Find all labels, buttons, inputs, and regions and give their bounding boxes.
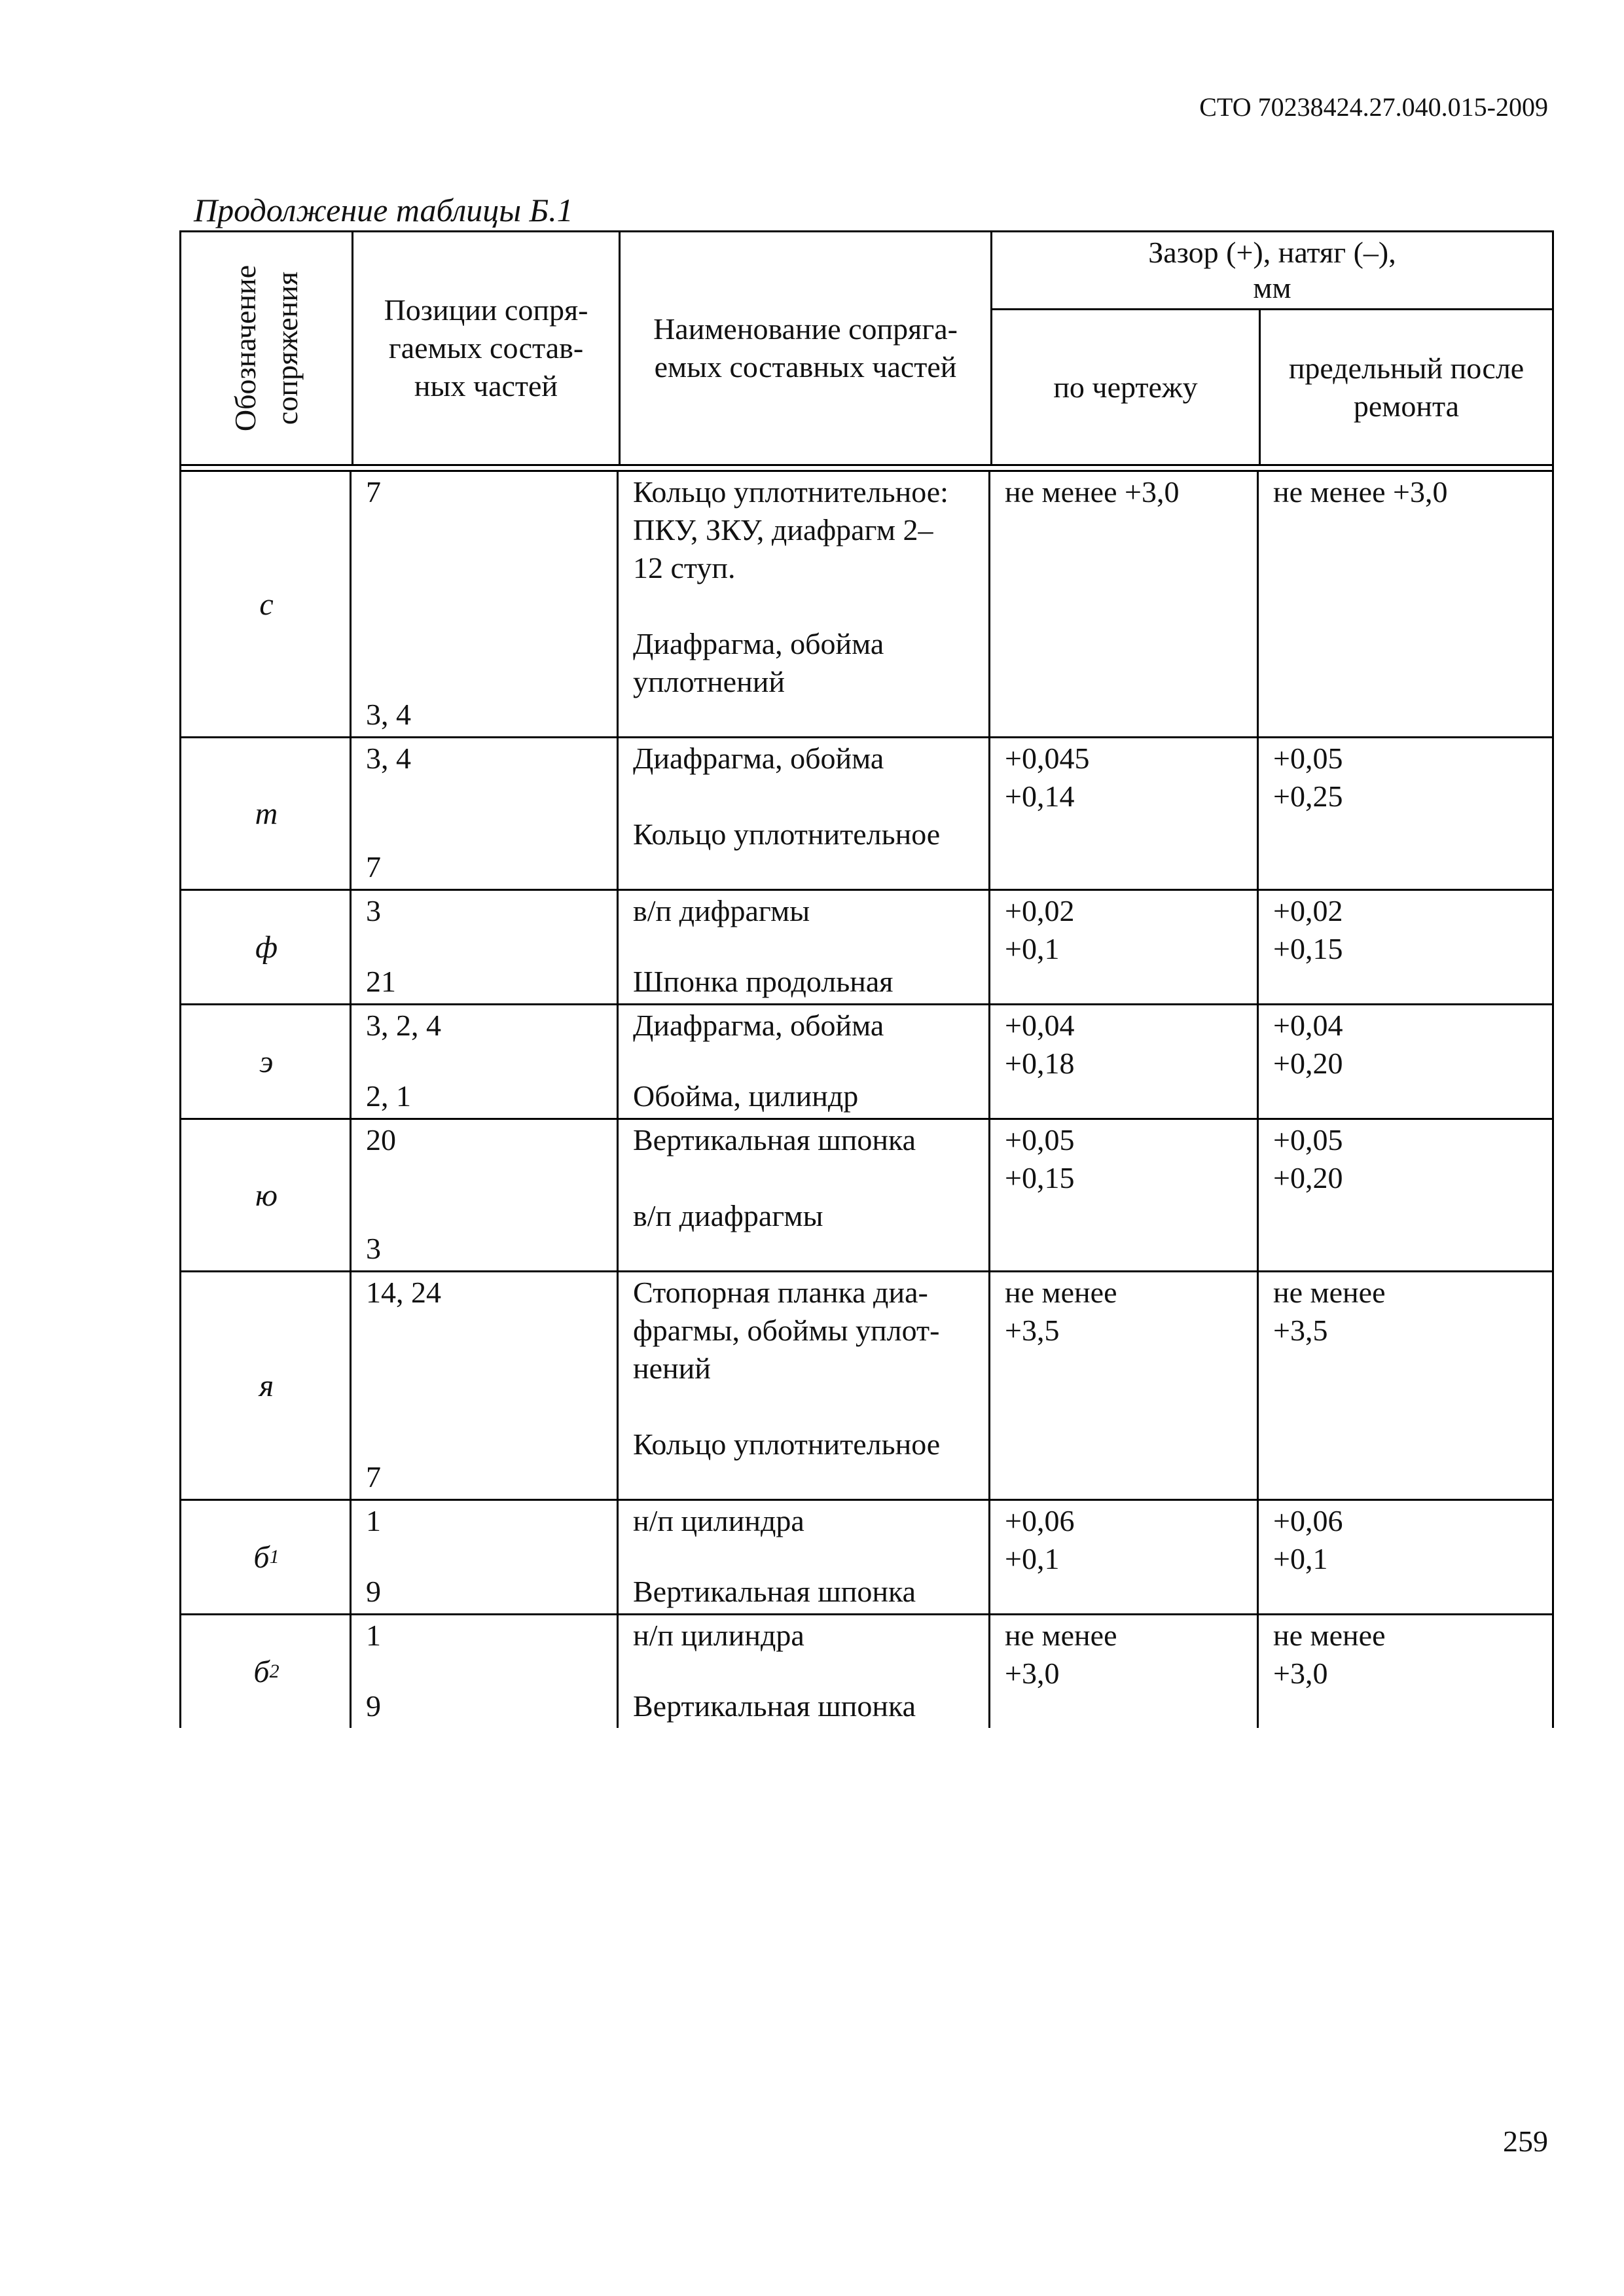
row-position-bottom: 2, 1 (366, 1079, 411, 1113)
row-part-names: в/п дифрагмы (633, 894, 810, 927)
row-limit-after-repair: +0,02 +0,15 (1273, 894, 1343, 965)
table-row (179, 472, 1554, 738)
row-by-drawing: не менее +3,5 (1005, 1276, 1117, 1347)
row-part-name-bottom: Вертикальная шпонка (633, 1689, 916, 1723)
header-by-drawing: по чертежу (1053, 370, 1198, 404)
row-position-top: 3, 4 (366, 742, 411, 775)
row-part-names: Диафрагма, обойма (633, 1009, 884, 1042)
row-by-drawing: +0,045 +0,14 (1005, 742, 1090, 813)
row-position-bottom: 7 (366, 850, 381, 884)
row-position-top: 14, 24 (366, 1276, 441, 1309)
row-symbol: э (259, 1044, 274, 1079)
row-part-names: Вертикальная шпонка в/п диафрагмы (633, 1123, 916, 1232)
row-by-drawing: не менее +3,0 (1005, 1619, 1117, 1690)
page-number: 259 (1503, 2125, 1548, 2158)
row-position-top: 3 (366, 894, 381, 927)
document-code: СТО 70238424.27.040.015-2009 (1199, 92, 1548, 122)
row-position-top: 1 (366, 1504, 381, 1537)
row-limit-after-repair: +0,05 +0,25 (1273, 742, 1343, 813)
row-part-names: н/п цилиндра (633, 1619, 804, 1652)
table-b1-continuation (179, 230, 1554, 1728)
header-positions: Позиции сопря- гаемых состав- ных частей (384, 293, 588, 403)
header-names: Наименование сопряга- емых составных частей (653, 312, 958, 384)
table-row (179, 1615, 1554, 1728)
row-part-names: н/п цилиндра (633, 1504, 804, 1537)
row-part-names: Кольцо уплотнительное: ПКУ, ЗКУ, диафрагм 2– 12 ступ. Диафрагма, обойма уплотнений (633, 475, 948, 698)
row-part-name-bottom: Вертикальная шпонка (633, 1575, 916, 1608)
row-position-top: 7 (366, 475, 381, 509)
row-symbol: с (259, 586, 274, 622)
row-limit-after-repair: не менее +3,0 (1273, 475, 1448, 509)
row-position-bottom: 3 (366, 1232, 381, 1265)
row-position-bottom: 9 (366, 1689, 381, 1723)
row-symbol: ф (255, 929, 278, 965)
table-row (179, 1501, 1554, 1615)
row-symbol: я (259, 1368, 274, 1403)
row-limit-after-repair: +0,06 +0,1 (1273, 1504, 1343, 1575)
row-position-top: 20 (366, 1123, 396, 1157)
row-part-name-bottom: Шпонка продольная (633, 965, 893, 998)
row-by-drawing: +0,02 +0,1 (1005, 894, 1075, 965)
table-caption: Продолжение таблицы Б.1 (194, 192, 573, 228)
table-row (179, 1272, 1554, 1501)
row-position-bottom: 7 (366, 1460, 381, 1494)
row-part-names: Диафрагма, обойма Кольцо уплотнительное (633, 742, 941, 851)
row-limit-after-repair: не менее +3,5 (1273, 1276, 1386, 1347)
header-gap-interference: Зазор (+), натяг (–), мм (1148, 236, 1396, 304)
table-row (179, 1005, 1554, 1120)
row-symbol: б 2 (253, 1654, 280, 1689)
row-part-names: Стопорная планка диа- фрагмы, обоймы уплот- нений Кольцо уплотнительное (633, 1276, 941, 1461)
row-by-drawing: +0,05 +0,15 (1005, 1123, 1075, 1194)
row-limit-after-repair: +0,04 +0,20 (1273, 1009, 1343, 1080)
header-designation: Обозначение сопряжения (228, 264, 304, 432)
table-row (179, 1120, 1554, 1272)
row-position-bottom: 9 (366, 1575, 381, 1608)
table-header (179, 230, 1554, 466)
table-row (179, 891, 1554, 1005)
table-row (179, 738, 1554, 891)
row-limit-after-repair: не менее +3,0 (1273, 1619, 1386, 1690)
row-symbol: б 1 (253, 1539, 280, 1575)
row-by-drawing: +0,06 +0,1 (1005, 1504, 1075, 1575)
row-symbol: ю (255, 1177, 278, 1213)
row-part-name-bottom: Обойма, цилиндр (633, 1079, 859, 1113)
header-limit-after-repair: предельный после ремонта (1288, 351, 1525, 423)
row-by-drawing: +0,04 +0,18 (1005, 1009, 1075, 1080)
row-position-top: 3, 2, 4 (366, 1009, 441, 1042)
row-by-drawing: не менее +3,0 (1005, 475, 1180, 509)
row-position-bottom: 21 (366, 965, 396, 998)
row-position-bottom: 3, 4 (366, 698, 411, 731)
row-position-top: 1 (366, 1619, 381, 1652)
row-limit-after-repair: +0,05 +0,20 (1273, 1123, 1343, 1194)
row-symbol: т (255, 796, 278, 831)
